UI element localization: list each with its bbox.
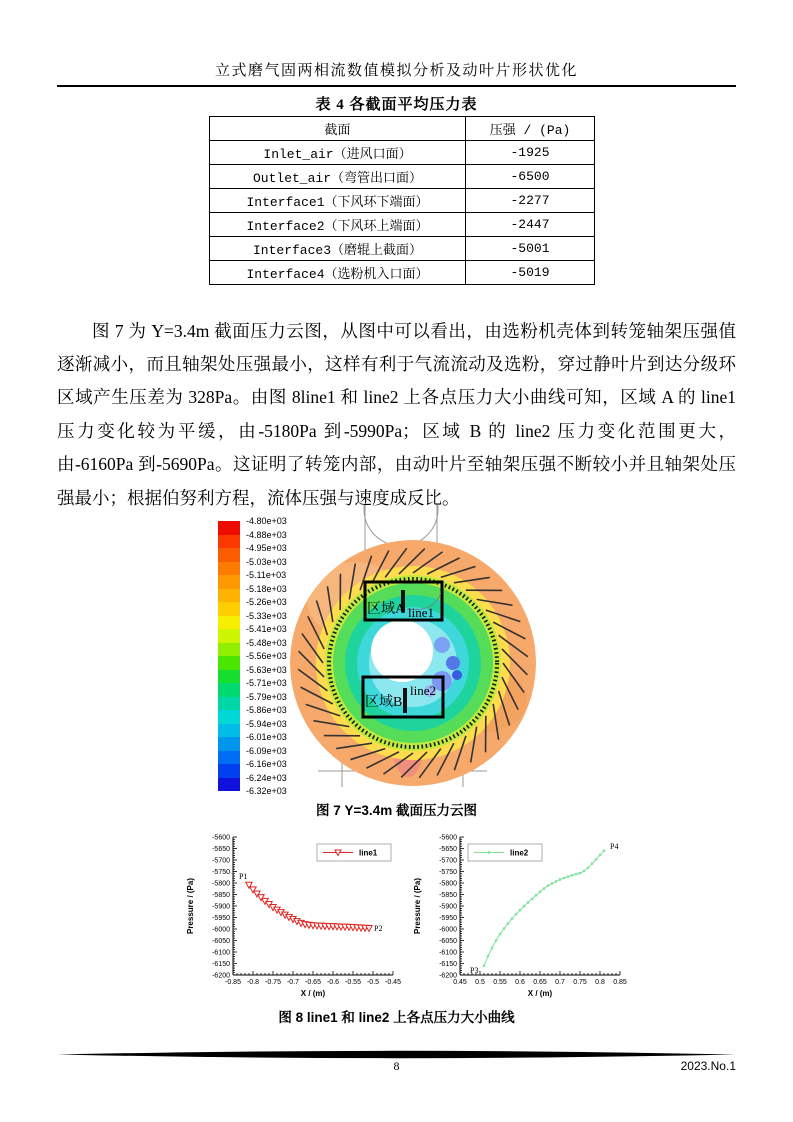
figure8-caption: 图 8 line1 和 line2 上各点压力大小曲线 [278,1010,515,1025]
issue-label: 2023.No.1 [680,1059,736,1073]
y-tick-label: -5650 [439,846,457,853]
body-paragraph: 图 7 为 Y=3.4m 截面压力云图，从图中可以看出，由选粉机壳体到转笼轴架压强值逐渐减小，而且轴架处压强最小，这样有利于气流流动及选粉，穿过静叶片到达分级环区域产生压差为 328Pa。由图 8line1 和 line2 上各点压力大小曲线可知，区域 A 的 line1 压力变化较为平缓，由-5180Pa 到-5990Pa；区域 B 的 line2 压力变化范围更大，由-6160Pa 到-5690Pa。这证明了转笼内部，由动叶片至轴架压强不断较小并且轴架处压强最小；根据伯努利方程，流体压强与速度成反比。 [57,320,736,508]
colorbar-band [218,629,240,643]
y-tick-label: -6100 [212,949,230,957]
y-tick-label: -5950 [212,915,230,922]
colorbar-band [218,548,240,562]
y-tick-label: -5900 [212,903,230,911]
colorbar-label: -4.88e+03 [246,529,287,540]
y-tick-label: -5800 [439,880,457,888]
y-tick-label: -5900 [439,903,457,911]
x-tick-label: 0.55 [493,979,507,986]
section-cell: Outlet_air（弯管出口面） [210,165,466,189]
x-tick-label: -0.55 [345,979,361,986]
line1-label: line1 [408,605,434,620]
legend [317,844,391,861]
page-number: 8 [393,1059,400,1073]
line2-chart [400,827,645,1002]
x-axis [225,971,401,986]
y-tick-label: -5750 [439,869,457,876]
table-row [210,261,595,285]
y-tick-label: -5850 [212,892,230,899]
pressure-cell: -6500 [466,165,595,189]
x-tick-label: -0.85 [225,979,241,986]
colorbar-label: -5.11e+03 [246,570,287,580]
section-cell: Interface3（磨辊上截面） [210,237,466,261]
y-tick-label: -5850 [439,892,457,899]
table-row [210,237,595,261]
colorbar-band [218,575,240,589]
x-axis [453,971,627,986]
line2-label: line2 [410,683,436,698]
series-line [249,885,369,928]
y-tick-label: -5800 [212,880,230,888]
line2-probe [403,688,407,713]
colorbar-band [218,602,240,616]
colorbar-label: -6.01e+03 [246,732,287,742]
colorbar-label: -5.86e+03 [246,705,287,715]
series-markers [246,882,372,931]
y-tick-label: -6200 [439,972,457,980]
colorbar-band [218,737,240,751]
x-tick-label: 0.65 [533,979,547,986]
region-b-label: 区域B [365,695,403,710]
colorbar-band [218,710,240,724]
colorbar-band [218,535,240,549]
figure7-contour [0,505,793,800]
colorbar-label: -5.03e+03 [246,556,287,567]
table-row [210,141,595,165]
y-tick-label: -6150 [212,961,230,968]
x-tick-label: 0.5 [475,979,485,986]
x-tick-label: -0.65 [305,979,321,986]
y-tick-label: -6050 [212,938,230,945]
x-tick-label: 0.75 [573,979,587,986]
y-tick-label: -5950 [439,915,457,922]
column-header: 截面 [210,117,466,141]
x-tick-label: -0.5 [366,979,380,986]
x-axis-title: X / (m) [300,989,326,998]
legend [468,844,542,861]
y-tick-label: -5700 [439,857,457,865]
line1-chart [173,827,418,1002]
colorbar-band [218,670,240,684]
colorbar-label: -4.95e+03 [246,543,287,553]
colorbar-label: -5.33e+03 [246,610,287,621]
y-tick-label: -5650 [212,846,230,853]
colorbar-label: -6.09e+03 [246,745,287,756]
table-header-row [210,117,595,141]
colorbar-label: -5.56e+03 [246,651,287,661]
y-tick-label: -6050 [439,938,457,945]
point-label: P1 [239,871,248,881]
contour-plot [270,505,600,800]
table-row [210,213,595,237]
colorbar-band [218,751,240,765]
page-title: 立式磨气固两相流数值模拟分析及动叶片形状优化 [214,63,578,79]
colorbar-label: -6.32e+03 [246,786,287,796]
y-tick-label: -6000 [212,926,230,934]
colorbar-band [218,589,240,603]
y-tick-label: -6150 [439,961,457,968]
x-tick-label: -0.45 [385,979,401,986]
section-cell: Interface2（下风环上端面） [210,213,466,237]
y-tick-label: -5600 [212,834,230,842]
colorbar-band [218,656,240,670]
colorbar-label: -5.26e+03 [246,597,287,607]
column-header: 压强 / (Pa) [466,117,595,141]
colorbar-band [218,683,240,697]
x-tick-label: 0.8 [595,979,605,986]
pressure-table [209,116,595,285]
section-cell: Inlet_air（进风口面） [210,141,466,165]
pressure-cell: -1925 [466,141,595,165]
y-axis-title: Pressure / (Pa) [186,877,195,935]
pressure-cell: -2277 [466,189,595,213]
y-tick-label: -5600 [439,834,457,842]
x-tick-label: 0.85 [613,979,627,986]
series-markers [483,850,605,967]
x-tick-label: -0.6 [326,979,340,986]
colorbar-band [218,778,240,792]
colorbar-label: -5.79e+03 [246,691,287,702]
y-tick-label: -6100 [439,949,457,957]
x-tick-label: 0.45 [453,979,467,986]
legend-label: line1 [359,848,378,858]
x-axis-title: X / (m) [527,989,553,998]
figure7-caption: 图 7 Y=3.4m 截面压力云图 [316,803,477,818]
colorbar-band [218,764,240,778]
pressure-cell: -5001 [466,237,595,261]
pressure-field [290,540,536,786]
series-line [484,848,604,966]
colorbar-band [218,562,240,576]
x-tick-label: 0.7 [555,979,565,986]
section-cell: Interface4（选粉机入口面） [210,261,466,285]
colorbar-label: -5.94e+03 [246,718,287,729]
y-axis-title: Pressure / (Pa) [413,877,422,935]
x-tick-label: 0.6 [515,979,525,986]
colorbar-label: -6.16e+03 [246,759,287,769]
point-label: P2 [374,924,383,934]
colorbar-label: -6.24e+03 [246,772,287,783]
colorbar-band [218,724,240,738]
header-divider [57,85,736,87]
colorbar-label: -5.71e+03 [246,678,287,688]
y-tick-label: -5750 [212,869,230,876]
colorbar-label: -5.41e+03 [246,624,287,634]
colorbar-label: -5.18e+03 [246,583,287,594]
section-cell: Interface1（下风环下端面） [210,189,466,213]
x-tick-label: -0.75 [265,979,281,986]
region-a-label: 区域A [367,602,406,617]
y-tick-label: -5700 [212,857,230,865]
y-tick-label: -6200 [212,972,230,980]
colorbar-band [218,521,240,535]
footer-divider [57,1050,736,1059]
x-tick-label: -0.7 [286,979,300,986]
colorbar-label: -4.80e+03 [246,516,287,526]
legend-label: line2 [510,848,529,858]
table-row [210,189,595,213]
colorbar-band [218,697,240,711]
colorbar-label: -5.48e+03 [246,637,287,648]
table-caption: 表 4 各截面平均压力表 [315,97,478,113]
colorbar-band [218,616,240,630]
point-label: P4 [610,841,619,851]
pressure-cell: -5019 [466,261,595,285]
point-label: P3 [470,965,479,975]
x-tick-label: -0.8 [246,979,260,986]
table-row [210,165,595,189]
colorbar-label: -5.63e+03 [246,664,287,675]
y-tick-label: -6000 [439,926,457,934]
colorbar-band [218,643,240,657]
pressure-cell: -2447 [466,213,595,237]
